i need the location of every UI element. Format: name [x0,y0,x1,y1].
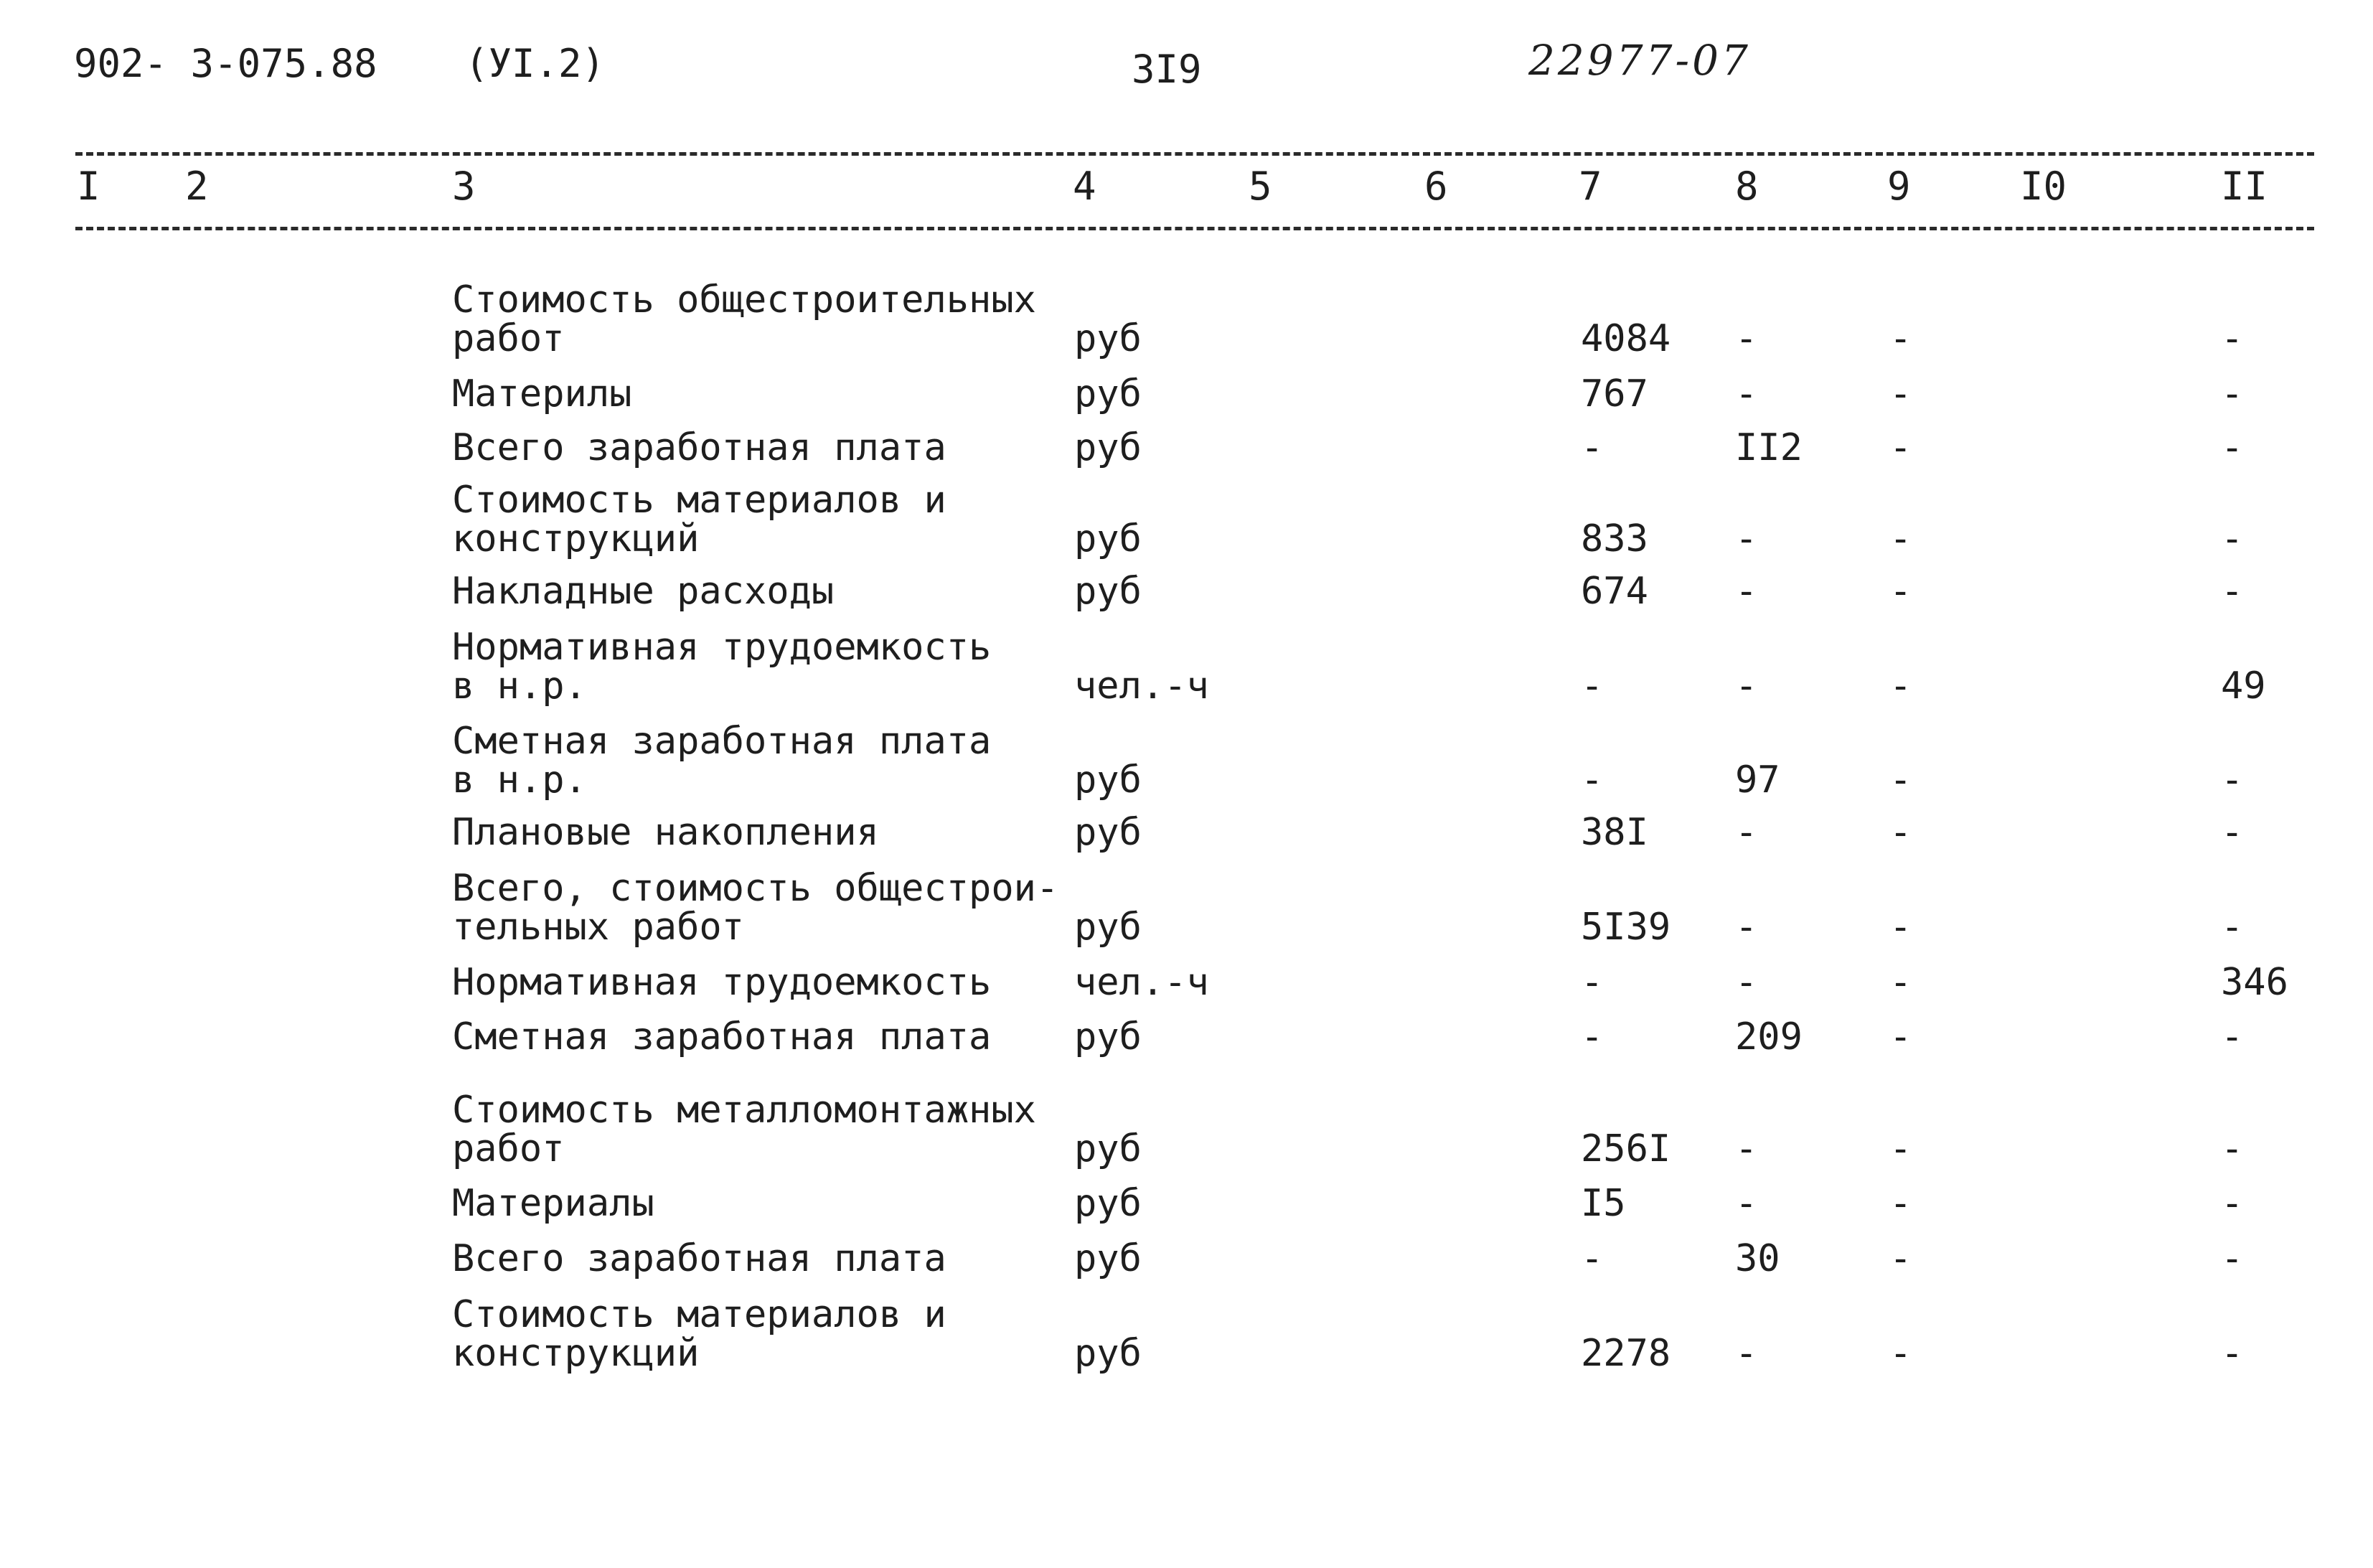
column-number: 4 [1073,164,1096,209]
row-value-col9: - [1889,906,1912,949]
row-unit: руб [1074,1237,1142,1280]
row-value-col7: 674 [1581,570,1648,613]
row-value-col11: - [2221,1182,2244,1225]
row-value-col8: 30 [1735,1237,1780,1280]
row-value-col8: - [1735,961,1758,1004]
row-value-col7: I5 [1581,1182,1626,1225]
column-number: 6 [1424,164,1448,209]
row-value-col9: - [1889,317,1912,360]
row-value-col7: - [1581,426,1604,469]
row-value-col9: - [1889,426,1912,469]
row-name: Накладные расходы [452,570,835,613]
row-unit: руб [1074,811,1142,854]
row-value-col8: - [1735,1182,1758,1225]
row-unit: руб [1074,759,1142,802]
row-unit: чел.-ч [1074,665,1209,708]
row-value-col8: - [1735,811,1758,854]
row-value-col8: - [1735,665,1758,708]
row-name: Всего заработная плата [452,1237,946,1280]
column-number: 2 [185,164,209,209]
row-value-col7: - [1581,961,1604,1004]
row-value-col11: - [2221,570,2244,613]
row-value-col11: - [2221,759,2244,802]
row-value-col7: - [1581,1237,1604,1280]
row-name: Стоимость материалов и конструкций [452,1293,946,1375]
row-value-col11: 346 [2221,961,2288,1004]
row-value-col7: 256I [1581,1127,1671,1170]
table-row [0,428,2373,467]
row-value-col11: - [2221,317,2244,360]
row-value-col8: 97 [1735,759,1780,802]
column-number: 3 [452,164,476,209]
row-name: Нормативная трудоемкость в н.р. [452,626,992,708]
row-value-col8: 209 [1735,1015,1803,1058]
row-value-col7: - [1581,759,1604,802]
row-unit: руб [1074,1332,1142,1375]
table-row [0,481,2373,558]
row-value-col9: - [1889,1182,1912,1225]
row-value-col7: 2278 [1581,1332,1671,1375]
row-name: Стоимость металломонтажных работ [452,1089,1036,1170]
row-value-col9: - [1889,372,1912,416]
row-unit: руб [1074,906,1142,949]
table-row [0,1239,2373,1278]
column-number: I [77,164,100,209]
table-row [0,1091,2373,1168]
row-value-col9: - [1889,961,1912,1004]
row-value-col9: - [1889,1127,1912,1170]
row-value-col7: 4084 [1581,317,1671,360]
row-value-col8: - [1735,372,1758,416]
row-unit: руб [1074,1182,1142,1225]
row-value-col11: 49 [2221,665,2266,708]
table-row [0,869,2373,947]
row-unit: руб [1074,426,1142,469]
row-value-col9: - [1889,759,1912,802]
row-value-col7: - [1581,1015,1604,1058]
row-name: Всего, стоимость общестрои- тельных работ [452,867,1059,949]
column-number: II [2221,164,2268,209]
row-name: Нормативная трудоемкость [452,961,992,1004]
column-number: 8 [1735,164,1759,209]
table-row [0,372,2373,416]
row-name: Стоимость материалов и конструкций [452,479,946,560]
column-number: 5 [1249,164,1272,209]
row-name: Всего заработная плата [452,426,946,469]
row-value-col11: - [2221,1015,2244,1058]
row-value-col11: - [2221,906,2244,949]
row-value-col7: - [1581,665,1604,708]
row-value-col11: - [2221,811,2244,854]
row-value-col9: - [1889,517,1912,560]
row-unit: руб [1074,1015,1142,1058]
row-name: Материлы [452,372,632,416]
document-code: 902- 3-075.88 [74,41,377,86]
row-value-col8: - [1735,1127,1758,1170]
page-number: 3I9 [1132,47,1202,92]
row-value-col9: - [1889,570,1912,613]
row-name: Материалы [452,1182,654,1225]
row-value-col11: - [2221,1127,2244,1170]
section-number: (УI.2) [465,41,606,86]
row-value-col9: - [1889,1332,1912,1375]
table-row [0,626,2373,708]
row-value-col8: - [1735,1332,1758,1375]
row-value-col11: - [2221,517,2244,560]
row-value-col8: - [1735,570,1758,613]
row-value-col7: 767 [1581,372,1648,416]
table-row [0,278,2373,360]
row-value-col9: - [1889,1015,1912,1058]
row-name: Стоимость общестроительных работ [452,278,1036,360]
row-value-col9: - [1889,665,1912,708]
column-number: I0 [2020,164,2067,209]
row-value-col8: - [1735,517,1758,560]
row-unit: чел.-ч [1074,961,1209,1004]
table-row [0,1184,2373,1223]
row-value-col7: 833 [1581,517,1648,560]
row-unit: руб [1074,517,1142,560]
column-number: 9 [1887,164,1911,209]
table-row [0,572,2373,611]
row-unit: руб [1074,570,1142,613]
table-row [0,1295,2373,1373]
table-row [0,963,2373,1002]
row-value-col11: - [2221,426,2244,469]
row-value-col11: - [2221,372,2244,416]
row-value-col7: 5I39 [1581,906,1671,949]
row-unit: руб [1074,372,1142,416]
row-value-col8: - [1735,906,1758,949]
table-row [0,720,2373,802]
archive-number: 22977-07 [1528,36,1751,85]
column-header-top-rule [75,152,2314,156]
row-name: Сметная заработная плата [452,1015,992,1058]
row-value-col11: - [2221,1237,2244,1280]
row-value-col8: - [1735,317,1758,360]
column-number: 7 [1579,164,1602,209]
row-value-col9: - [1889,1237,1912,1280]
row-value-col11: - [2221,1332,2244,1375]
row-name: Плановые накопления [452,811,879,854]
row-name: Сметная заработная плата в н.р. [452,720,992,802]
row-unit: руб [1074,317,1142,360]
row-value-col9: - [1889,811,1912,854]
row-value-col8: II2 [1735,426,1803,469]
table-row [0,813,2373,852]
row-value-col7: 38I [1581,811,1648,854]
table-row [0,1015,2373,1058]
column-header-bottom-rule [75,227,2314,230]
row-unit: руб [1074,1127,1142,1170]
